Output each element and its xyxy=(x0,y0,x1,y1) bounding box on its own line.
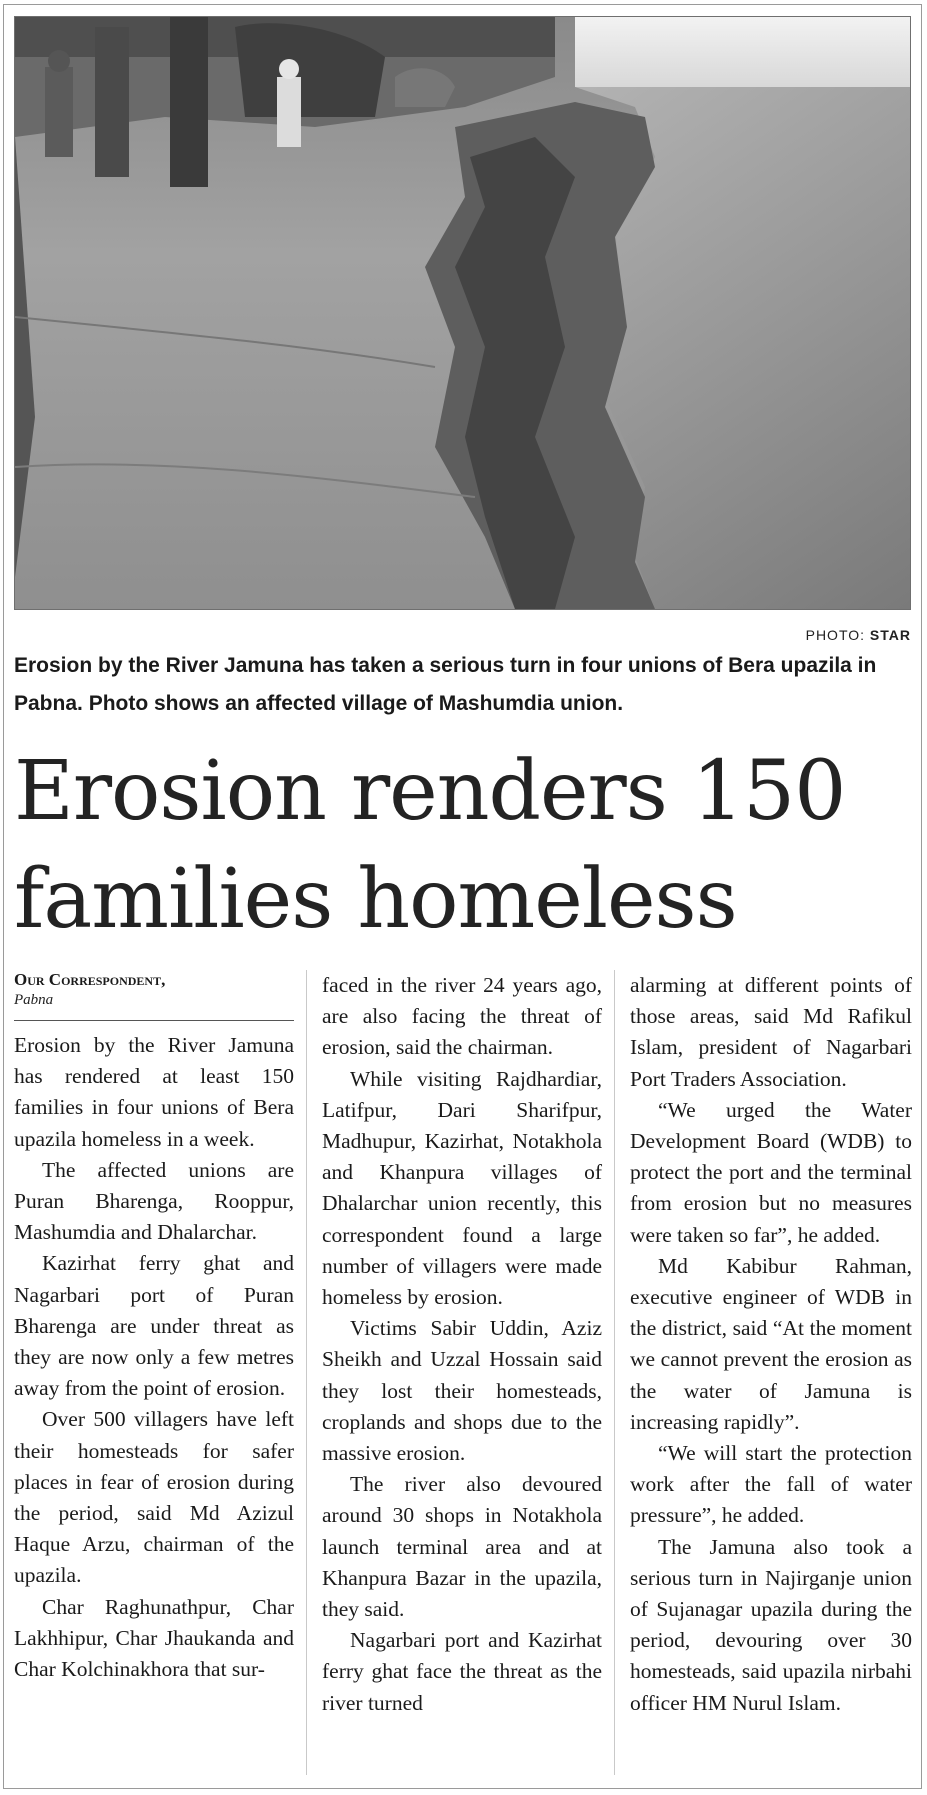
photo-credit-source: STAR xyxy=(869,627,911,643)
byline-author xyxy=(14,970,294,990)
paragraph: “We urged the Water Development Board (WDB) to protect the port and the terminal from erosion but no measures were taken so far”, he added. xyxy=(630,1097,912,1247)
byline-divider xyxy=(14,1020,294,1021)
paragraph: The river also devoured around 30 shops in Notakhola launch terminal area and at Khanpura Bazar in the upazila, they said. xyxy=(322,1472,602,1622)
photo-credit xyxy=(806,627,911,643)
paragraph: Char Raghunathpur, Char Lakhhipur, Char Jhaukanda and Char Kolchinakhora that sur- xyxy=(14,1594,294,1682)
photo-caption: Erosion by the River Jamuna has taken a serious turn in four unions of Bera upazila in Pabna. Photo shows an affected village of Mashumdia union. xyxy=(14,654,877,715)
paragraph: Kazirhat ferry ghat and Nagarbari port of Puran Bharenga are under threat as they are now only a few metres away from the point of erosion. xyxy=(14,1251,294,1401)
headline-line-2: families homeless xyxy=(14,852,737,947)
photo-illustration xyxy=(15,17,910,609)
paragraph: Nagarbari port and Kazirhat ferry ghat face the threat as the river turned xyxy=(322,1628,602,1715)
paragraph: Erosion by the River Jamuna has rendered at least 150 families in four unions of Bera upazila homeless in a week. xyxy=(14,1033,294,1151)
headline-line-1: Erosion renders 150 xyxy=(14,744,846,839)
paragraph: Victims Sabir Uddin, Aziz Sheikh and Uzzal Hossain said they lost their homesteads, croplands and shops due to the massive erosion. xyxy=(322,1316,602,1466)
paragraph: Over 500 villagers have left their homesteads for safer places in fear of erosion during the period, said Md Azizul Haque Arzu, chairman of the upazila. xyxy=(14,1407,294,1588)
paragraph: Md Kabibur Rahman, executive engineer of WDB in the district, said “At the moment we cannot prevent the erosion as the water of Jamuna is increasing rapidly”. xyxy=(630,1253,912,1434)
column-divider xyxy=(614,970,615,1775)
column-divider xyxy=(306,970,307,1775)
paragraph: While visiting Rajdhardiar, Latifpur, Dari Sharifpur, Madhupur, Kazirhat, Notakhola and Khanpura villages of Dhalarchar union recently, this correspondent found a large number of villagers were made homeless by erosion. xyxy=(322,1066,602,1310)
article-column-2 xyxy=(322,970,602,1719)
river-erosion-photo xyxy=(14,16,911,610)
paragraph: The Jamuna also took a serious turn in Najirganje union of Sujanagar upazila during the period, devouring over 30 homesteads, said upazila nirbahi officer HM Nurul Islam. xyxy=(630,1534,912,1715)
paragraph: alarming at different points of those areas, said Md Rafikul Islam, president of Nagarbari Port Traders Association. xyxy=(630,973,912,1091)
paragraph: faced in the river 24 years ago, are also facing the threat of erosion, said the chairman. xyxy=(322,973,602,1060)
byline-place: Pabna xyxy=(14,992,54,1008)
byline-author-text: Our Correspondent, xyxy=(14,970,166,989)
paragraph: The affected unions are Puran Bharenga, Rooppur, Mashumdia and Dhalarchar. xyxy=(14,1157,294,1245)
article-column-3 xyxy=(630,970,912,1719)
article-column-1 xyxy=(14,1030,294,1685)
photo-credit-label: PHOTO: xyxy=(805,627,866,643)
paragraph: “We will start the protection work after the fall of water pressure”, he added. xyxy=(630,1441,912,1528)
headline xyxy=(14,738,919,954)
